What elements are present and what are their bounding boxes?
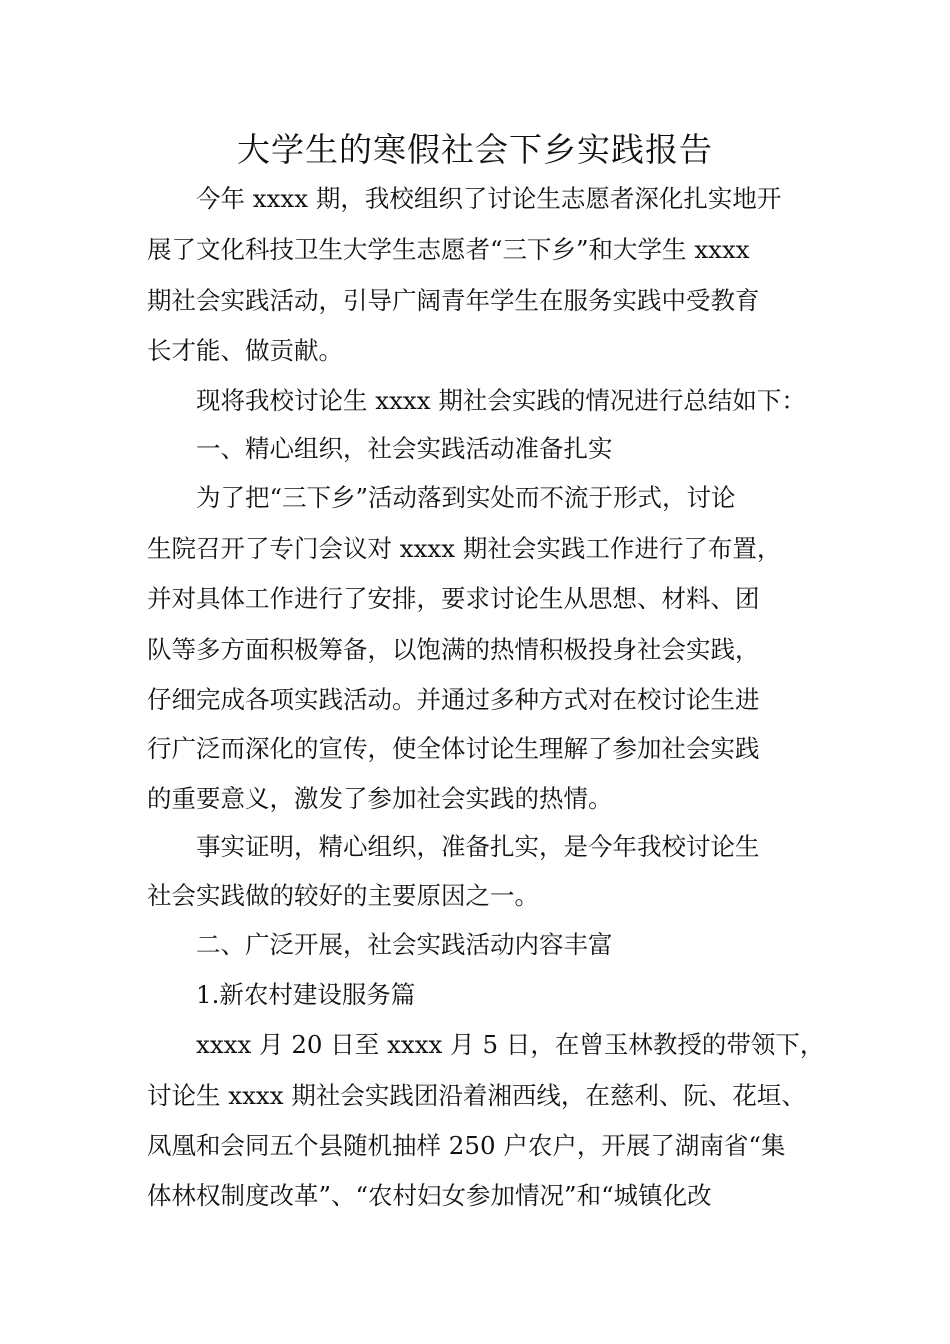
paragraph-line: 为了把“三下乡”活动落到实处而不流于形式，讨论 <box>196 483 736 512</box>
paragraph-line: 体林权制度改革”、“农村妇女参加情况”和“城镇化改 <box>147 1181 712 1210</box>
paragraph-line: 长才能、做贡献。 <box>147 336 343 365</box>
paragraph-line: 展了文化科技卫生大学生志愿者“三下乡”和大学生 xxxx <box>147 235 750 264</box>
paragraph-line: 事实证明，精心组织，准备扎实，是今年我校讨论生 <box>196 832 760 861</box>
paragraph-line: 行广泛而深化的宣传，使全体讨论生理解了参加社会实践 <box>147 734 760 763</box>
section-heading: 一、精心组织，社会实践活动准备扎实 <box>196 434 613 463</box>
paragraph-line: 生院召开了专门会议对 xxxx 期社会实践工作进行了布置， <box>147 534 782 563</box>
paragraph-line: 社会实践做的较好的主要原因之一。 <box>147 881 539 910</box>
subsection-heading: 1.新农村建设服务篇 <box>196 980 416 1009</box>
paragraph-line: 队等多方面积极筹备，以饱满的热情积极投身社会实践， <box>147 635 760 664</box>
paragraph-line: xxxx 月 20 日至 xxxx 月 5 日，在曾玉林教授的带领下， <box>196 1030 825 1059</box>
paragraph-line: 并对具体工作进行了安排，要求讨论生从思想、材料、团 <box>147 584 760 613</box>
paragraph-line: 讨论生 xxxx 期社会实践团沿着湘西线，在慈利、阮、花垣、 <box>147 1081 806 1110</box>
section-heading: 二、广泛开展，社会实践活动内容丰富 <box>196 930 613 959</box>
paragraph-line: 今年 xxxx 期，我校组织了讨论生志愿者深化扎实地开 <box>196 184 782 213</box>
document-title: 大学生的寒假社会下乡实践报告 <box>237 130 713 169</box>
paragraph-line: 的重要意义，激发了参加社会实践的热情。 <box>147 784 613 813</box>
paragraph-line: 凤凰和会同五个县随机抽样 250 户农户，开展了湖南省“集 <box>147 1131 786 1160</box>
paragraph-line: 现将我校讨论生 xxxx 期社会实践的情况进行总结如下： <box>196 386 806 415</box>
paragraph-line: 期社会实践活动，引导广阔青年学生在服务实践中受教育 <box>147 286 760 315</box>
paragraph-line: 仔细完成各项实践活动。并通过多种方式对在校讨论生进 <box>147 685 760 714</box>
